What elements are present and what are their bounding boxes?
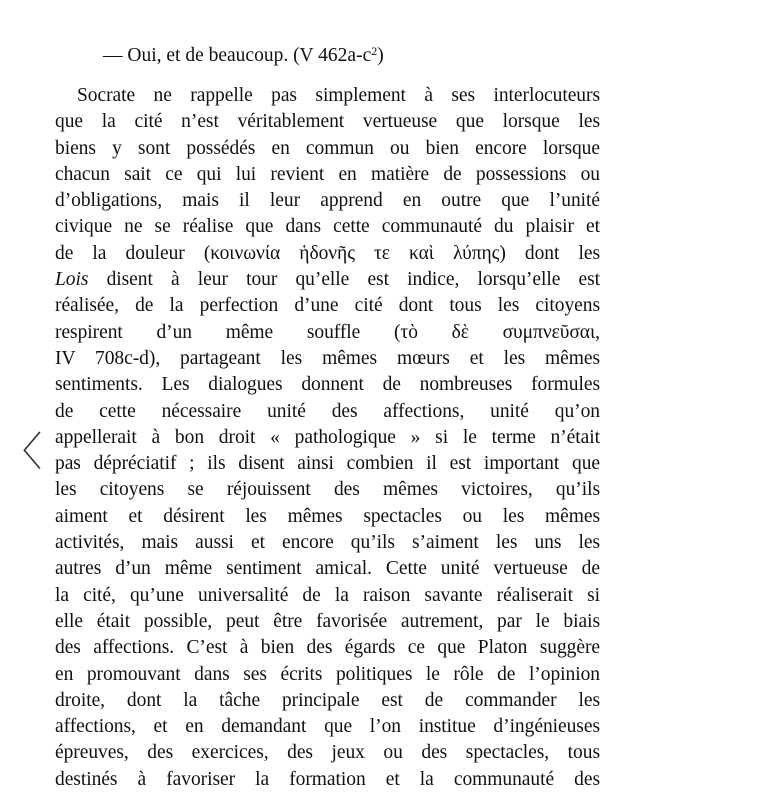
- text-line: activités, mais aussi et encore qu’ils s’aiment les uns les: [55, 532, 600, 554]
- text-line: chacun sait ce qui lui revient en matière de possessions ou: [55, 163, 600, 185]
- text-line: d’obligations, mais il leur apprend en outre que l’unité: [55, 190, 600, 212]
- text-line: civique ne se réalise que dans cette communauté du plaisir et: [55, 216, 600, 238]
- text-line: droite, dont la tâche principale est de commander les: [55, 689, 600, 711]
- text-line: biens y sont possédés en commun ou bien encore lorsque: [55, 137, 600, 159]
- book-title: Lois: [55, 269, 89, 291]
- text-line: de cette nécessaire unité des affections, unité qu’on: [55, 400, 600, 422]
- text-line: sentiments. Les dialogues donnent de nombreuses formules: [55, 374, 600, 396]
- text-line: que la cité n’est véritablement vertueuse que lorsque les: [55, 111, 600, 133]
- quote-text: — Oui, et de beaucoup. (V 462a-c: [103, 45, 372, 66]
- dialogue-quote: [103, 43, 384, 69]
- text-line: destinés à favoriser la formation et la communauté des: [55, 768, 600, 790]
- text-line: la cité, qu’une universalité de la raison savante réaliserait si: [55, 584, 600, 606]
- text-line: appellerait à bon droit « pathologique » si le terme n’était: [55, 426, 600, 448]
- text-line: respirent d’un même souffle (τὸ δὲ συμπνεῦσαι,: [55, 321, 600, 343]
- text-line: épreuves, des exercices, des jeux ou des spectacles, tous: [55, 742, 600, 764]
- text-line: les citoyens se réjouissent des mêmes victoires, qu’ils: [55, 479, 600, 501]
- text-line: elle était possible, peut être favorisée autrement, par le biais: [55, 610, 600, 632]
- text-line: de la douleur (κοινωνία ἡδονῆς τε καὶ λύπης) dont les: [55, 242, 600, 264]
- text-line: pas dépréciatif ; ils disent ainsi combien il est important que: [55, 453, 600, 475]
- quote-superscript: 2: [371, 44, 378, 58]
- text-line: affections, et en demandant que l’on institue d’ingénieuses: [55, 716, 600, 738]
- previous-page-icon[interactable]: 〈: [2, 428, 42, 475]
- body-paragraph: [55, 83, 600, 793]
- quote-close: ): [377, 45, 384, 66]
- text-line: en promouvant dans ses écrits politiques le rôle de l’opinion: [55, 663, 600, 685]
- text-line: autres d’un même sentiment amical. Cette unité vertueuse de: [55, 558, 600, 580]
- text-line: aiment et désirent les mêmes spectacles ou les mêmes: [55, 505, 600, 527]
- text-line: IV 708c-d), partageant les mêmes mœurs et les mêmes: [55, 347, 600, 369]
- text-line: des affections. C’est à bien des égards ce que Platon suggère: [55, 637, 600, 659]
- text-line: Lois disent à leur tour qu’elle est indice, lorsqu’elle est: [55, 269, 600, 291]
- text-line: réalisée, de la perfection d’une cité dont tous les citoyens: [55, 295, 600, 317]
- text-line: Socrate ne rappelle pas simplement à ses interlocuteurs: [77, 85, 600, 106]
